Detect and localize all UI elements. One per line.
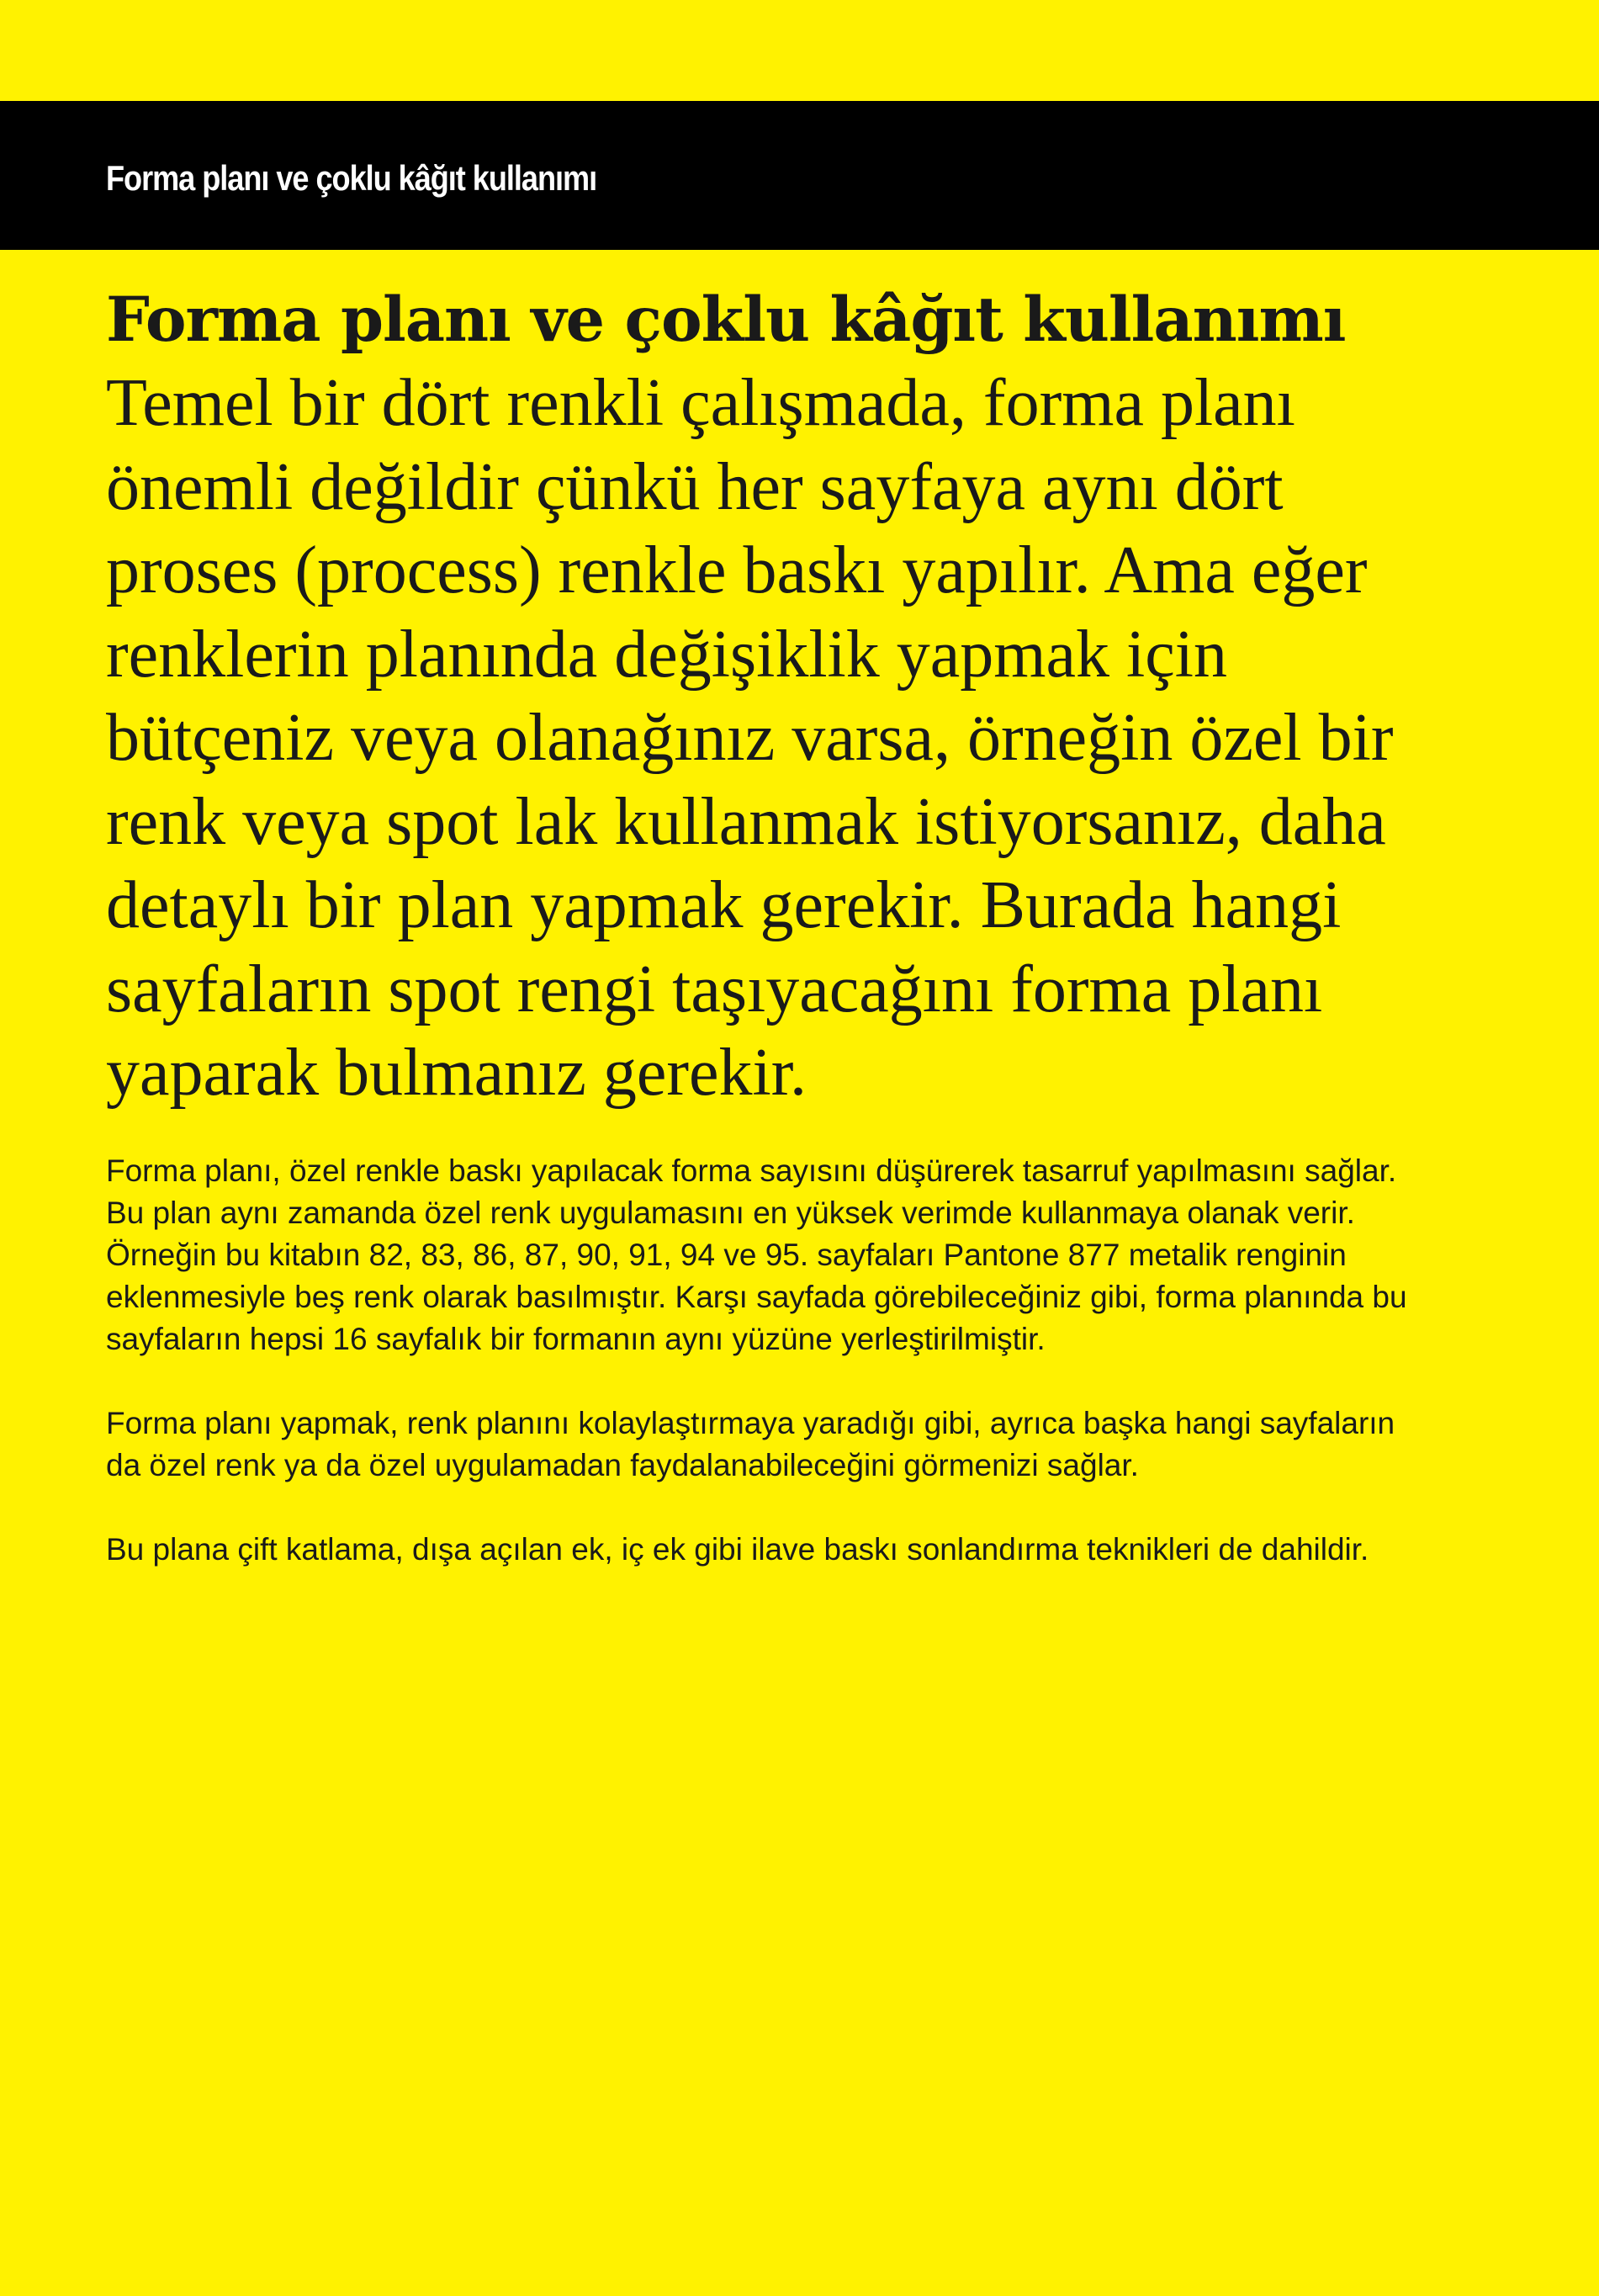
- header-title: Forma planı ve çoklu kâğıt kullanımı: [106, 158, 597, 198]
- article: [106, 278, 1427, 1571]
- section-title: Forma planı ve çoklu kâğıt kullanımı: [106, 284, 1346, 356]
- body-paragraph-3: Bu plana çift katlama, dışa açılan ek, iç ek gibi ilave baskı sonlandırma teknikleri de dahildir.: [106, 1531, 1369, 1567]
- body-paragraph-1: Forma planı, özel renkle baskı yapılacak forma sayısını düşürerek tasarruf yapılmasını sağlar. Bu plan aynı zamanda özel renk uygulamasını en yüksek verimde kullanmaya olanak verir. Örneğin bu kitabın 82, 83, 86, 87, 90, 91, 94 ve 95. sayfaları Pantone 877 metalik renginin eklenmesiyle beş renk olarak basılmıştır. Karşı sayfada görebileceğiniz gibi, forma planında bu sayfaların hepsi 16 sayfalık bir formanın aynı yüzüne yerleştirilmiştir.: [106, 1153, 1407, 1356]
- lead-paragraph: Temel bir dört renkli çalışmada, forma planı önemli değildir çünkü her sayfaya aynı dört proses (process) renkle baskı yapılır. Ama eğer renklerin planında değişiklik yapmak için bütçeniz veya olanağınız varsa, örneğin özel bir renk veya spot lak kullanmak istiyorsanız, daha detaylı bir plan yapmak gerekir. Burada hangi sayfaların spot rengi taşıyacağını forma planı yaparak bulmanız gerekir.: [106, 366, 1394, 1110]
- body-paragraph-2: Forma planı yapmak, renk planını kolaylaştırmaya yaradığı gibi, ayrıca başka hangi sayfaların da özel renk ya da özel uygulamadan faydalanabileceğini görmenizi sağlar.: [106, 1405, 1395, 1482]
